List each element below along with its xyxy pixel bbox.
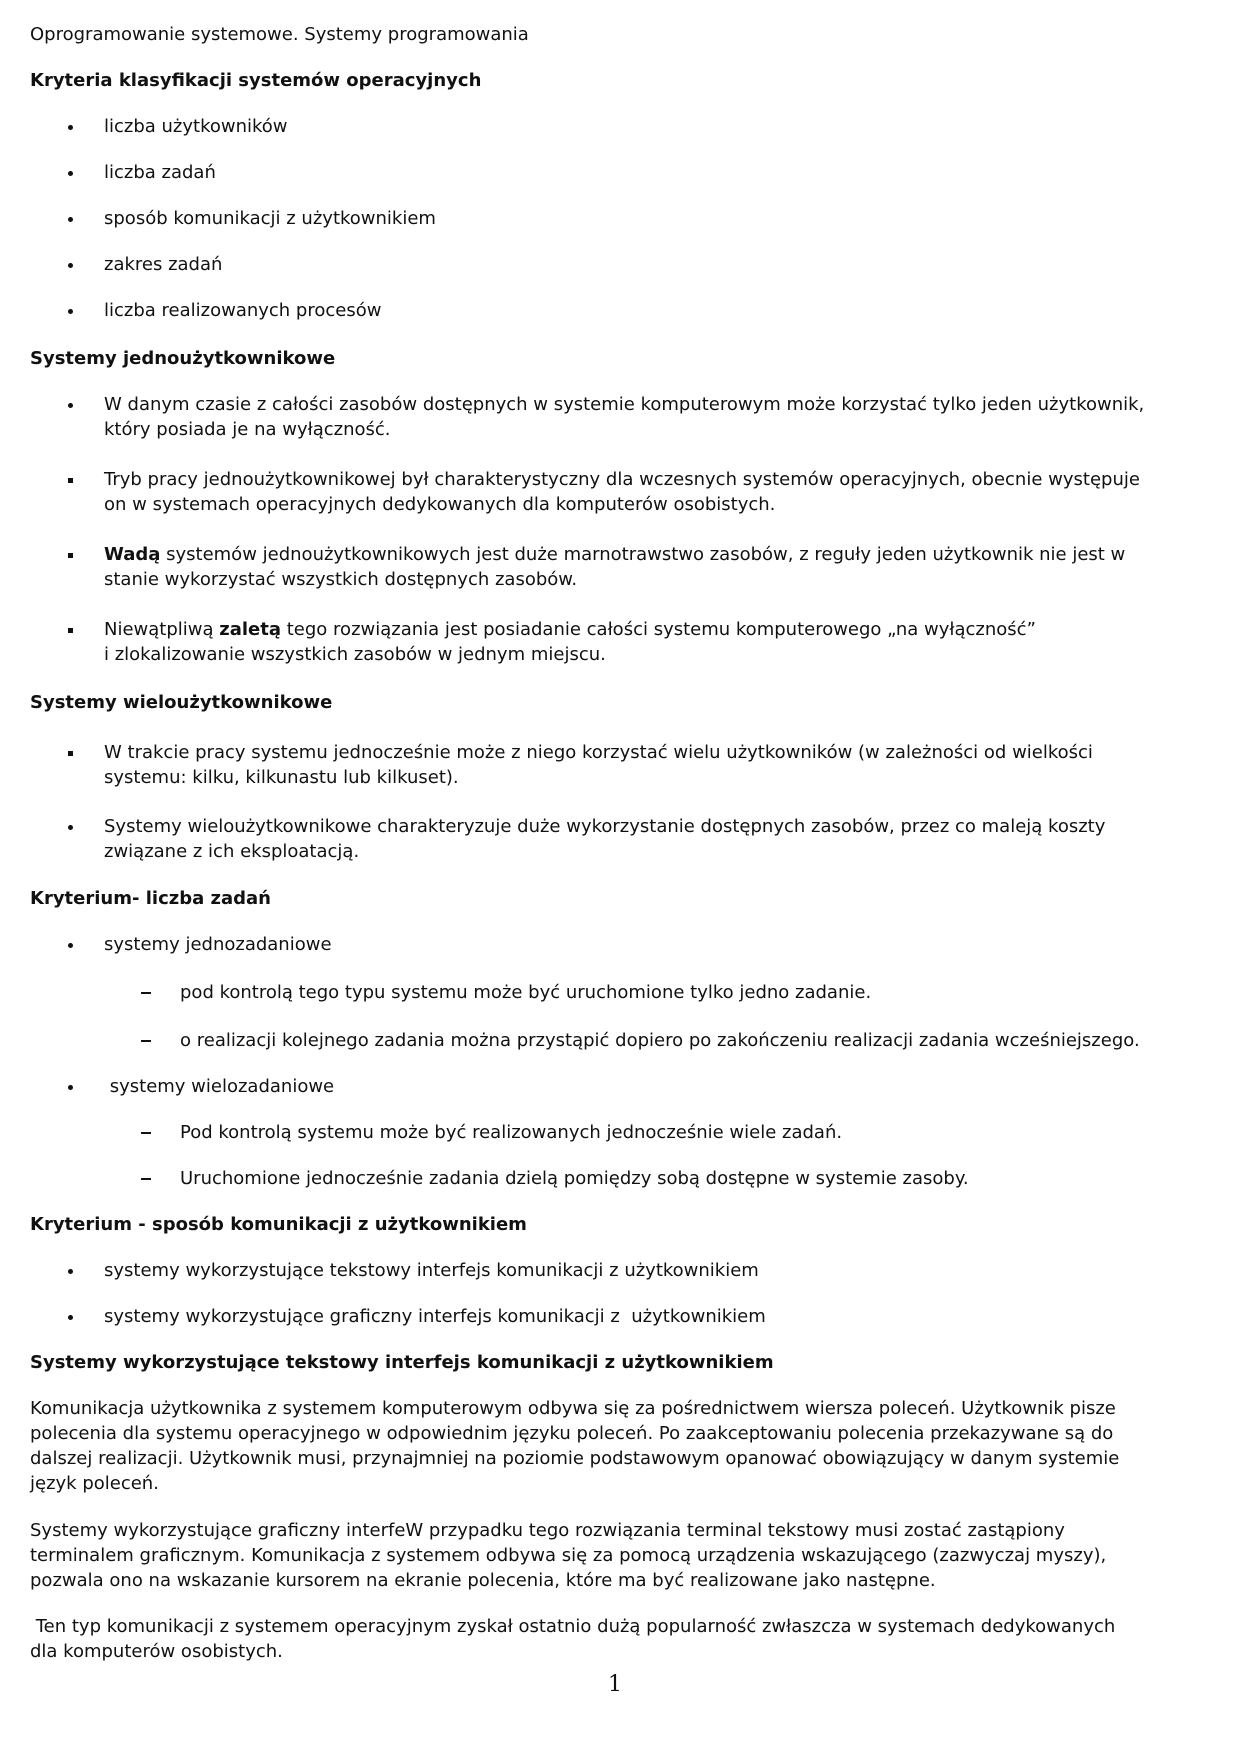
square-bullet-icon — [60, 467, 80, 492]
square-bullet-icon — [60, 542, 80, 567]
text: systemów jednoużytkownikowych jest duże marnotrawstwo zasobów, z reguły jeden użytkownik nie jest w — [160, 544, 1126, 565]
bullet-icon — [60, 206, 80, 231]
bullet-icon — [60, 932, 80, 957]
bullet-icon — [60, 114, 80, 139]
list-item: systemy jednozadaniowe — [104, 934, 332, 955]
section-heading: Systemy wykorzystujące tekstowy interfejs komunikacji z użytkownikiem — [30, 1352, 774, 1373]
paragraph-line: Ten typ komunikacji z systemem operacyjnym zyskał ostatnio dużą popularność zwłaszcza w systemach dedykowanych — [30, 1616, 1116, 1637]
list-item-line: on w systemach operacyjnych dedykowanych dla komputerów osobistych. — [104, 494, 776, 515]
document-title: Oprogramowanie systemowe. Systemy programowania — [30, 24, 529, 45]
paragraph-line: Komunikacja użytkownika z systemem komputerowym odbywa się za pośrednictwem wiersza poleceń. Użytkownik pisze — [30, 1398, 1116, 1419]
sub-list-item: Pod kontrolą systemu może być realizowanych jednocześnie wiele zadań. — [180, 1122, 843, 1143]
list-item: liczba zadań — [104, 162, 216, 183]
dash-bullet-icon — [136, 1120, 156, 1145]
list-item: sposób komunikacji z użytkownikiem — [104, 208, 436, 229]
list-item-line: Tryb pracy jednoużytkownikowej był charakterystyczny dla wczesnych systemów operacyjnych, obecnie występuje — [104, 469, 1140, 490]
sub-list-item: pod kontrolą tego typu systemu może być uruchomione tylko jedno zadanie. — [180, 982, 872, 1003]
paragraph-line: Systemy wykorzystujące graficzny interfeW przypadku tego rozwiązania terminal tekstowy musi zostać zastąpiony — [30, 1520, 1065, 1541]
list-item-line: stanie wykorzystać wszystkich dostępnych zasobów. — [104, 569, 578, 590]
sub-list-item: o realizacji kolejnego zadania można przystąpić dopiero po zakończeniu realizacji zadania wcześniejszego. — [180, 1030, 1140, 1051]
paragraph-line: terminalem graficznym. Komunikacja z systemem odbywa się za pomocą urządzenia wskazującego (zazwyczaj myszy), — [30, 1545, 1107, 1566]
section-heading: Kryterium- liczba zadań — [30, 888, 271, 909]
list-item-line — [104, 542, 1125, 567]
bullet-icon — [60, 160, 80, 185]
list-item: systemy wielozadaniowe — [104, 1076, 335, 1097]
section-heading: Kryterium - sposób komunikacji z użytkownikiem — [30, 1214, 527, 1235]
bullet-icon — [60, 1258, 80, 1283]
page-number: 1 — [608, 1672, 622, 1697]
dash-bullet-icon — [136, 980, 156, 1005]
dash-bullet-icon — [136, 1166, 156, 1191]
section-heading: Systemy jednoużytkownikowe — [30, 348, 336, 369]
list-item-line: związane z ich eksploatacją. — [104, 841, 360, 862]
list-item-line: systemu: kilku, kilkunastu lub kilkuset). — [104, 767, 459, 788]
text: tego rozwiązania jest posiadanie całości systemu komputerowego „na wyłączność” — [281, 619, 1036, 640]
list-item: systemy wykorzystujące tekstowy interfejs komunikacji z użytkownikiem — [104, 1260, 759, 1281]
section-heading: Kryteria klasyfikacji systemów operacyjnych — [30, 70, 482, 91]
list-item-line: W trakcie pracy systemu jednocześnie może z niego korzystać wielu użytkowników (w zależności od wielkości — [104, 742, 1093, 763]
list-item: systemy wykorzystujące graficzny interfejs komunikacji z użytkownikiem — [104, 1306, 766, 1327]
bullet-icon — [60, 1074, 80, 1099]
section-heading: Systemy wieloużytkownikowe — [30, 692, 333, 713]
list-item-line: i zlokalizowanie wszystkich zasobów w jednym miejscu. — [104, 644, 606, 665]
paragraph-line: pozwala ono na wskazanie kursorem na ekranie polecenia, które ma być realizowane jako następne. — [30, 1570, 936, 1591]
list-item: zakres zadań — [104, 254, 223, 275]
sub-list-item: Uruchomione jednocześnie zadania dzielą pomiędzy sobą dostępne w systemie zasoby. — [180, 1168, 969, 1189]
dash-bullet-icon — [136, 1028, 156, 1053]
list-item-line: który posiada je na wyłączność. — [104, 419, 391, 440]
list-item: liczba użytkowników — [104, 116, 288, 137]
list-item-line: W danym czasie z całości zasobów dostępnych w systemie komputerowym może korzystać tylko jeden użytkownik, — [104, 394, 1145, 415]
emphasis: zaletą — [219, 619, 282, 640]
bullet-icon — [60, 392, 80, 417]
bullet-icon — [60, 298, 80, 323]
square-bullet-icon — [60, 740, 80, 765]
paragraph-line: język poleceń. — [30, 1473, 159, 1494]
paragraph-line: dalszej realizacji. Użytkownik musi, przynajmniej na poziomie podstawowym opanować obowiązujący w danym systemie — [30, 1448, 1120, 1469]
emphasis: Wadą — [104, 544, 161, 565]
list-item: liczba realizowanych procesów — [104, 300, 382, 321]
square-bullet-icon — [60, 617, 80, 642]
list-item-line: Systemy wieloużytkownikowe charakteryzuje duże wykorzystanie dostępnych zasobów, przez co maleją koszty — [104, 816, 1106, 837]
bullet-icon — [60, 252, 80, 277]
text: Niewątpliwą — [104, 619, 220, 640]
paragraph-line: polecenia dla systemu operacyjnego w odpowiednim języku poleceń. Po zaakceptowaniu polecenia przekazywane są do — [30, 1423, 1114, 1444]
paragraph-line: dla komputerów osobistych. — [30, 1641, 283, 1662]
list-item-line — [104, 617, 1036, 642]
bullet-icon — [60, 814, 80, 839]
bullet-icon — [60, 1304, 80, 1329]
